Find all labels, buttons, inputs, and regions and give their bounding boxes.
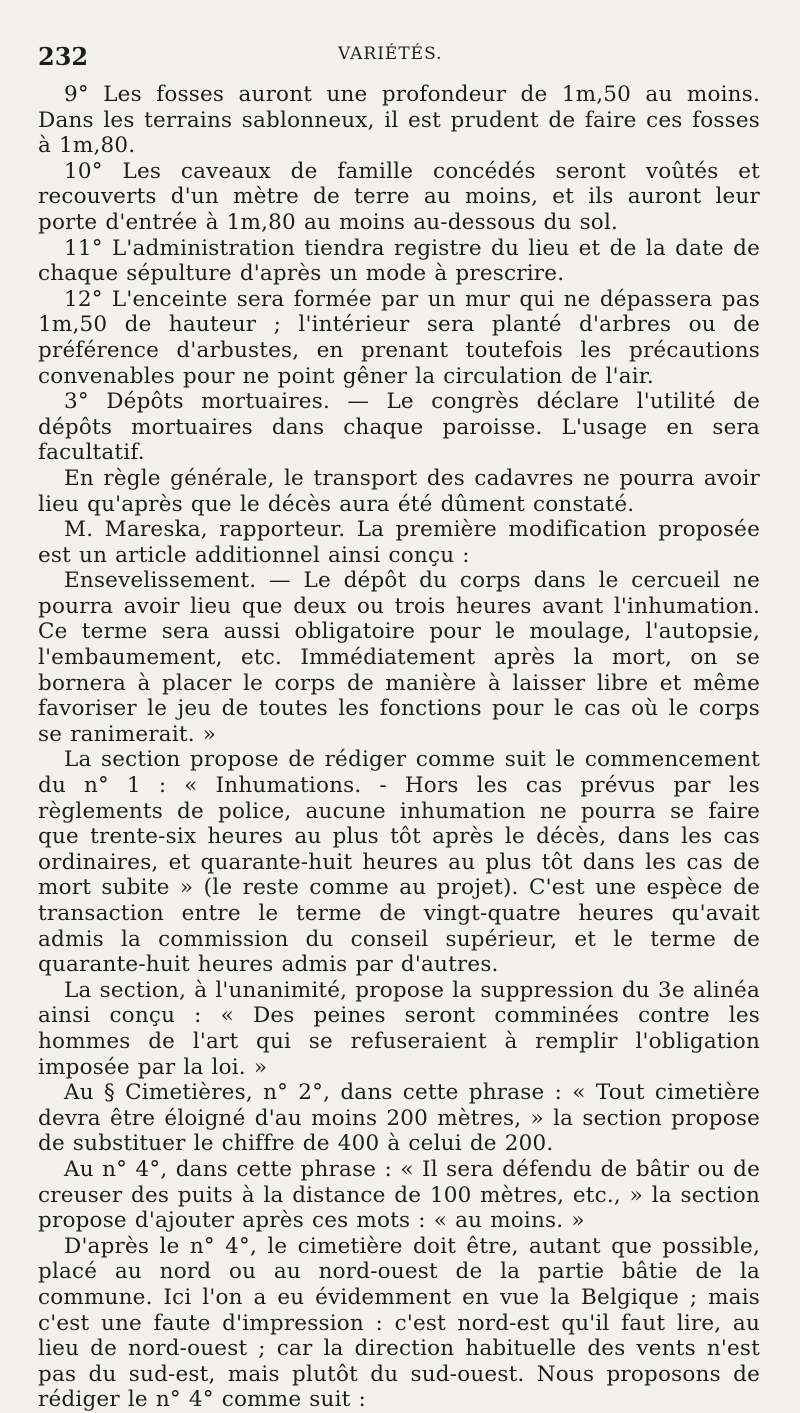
page-number: 232 — [38, 42, 89, 71]
paragraph-mareska: M. Mareska, rapporteur. La première modification proposée est un article additionnel ainsi conçu : — [38, 517, 760, 568]
body-text — [38, 82, 760, 1413]
running-head: VARIÉTÉS. — [338, 44, 443, 64]
paragraph-11: 11° L'administration tiendra registre du lieu et de la date de chaque sépulture d'après un mode à prescrire. — [38, 235, 760, 287]
page-header — [38, 42, 760, 76]
paragraph-section-inhumations: La section propose de rédiger comme suit le commencement du n° 1 : « Inhumations. - Hors les cas prévus par les règlements de police, aucune inhumation ne pourra se faire que trente-six heures au plus tôt après le décès, dans les cas ordinaires, et quarante-huit heures au plus tôt dans les cas de mort subite » (le reste comme au projet). C'est une espèce de transaction entre le terme de vingt-quatre heures qu'avait admis la commission du conseil supérieur, et le terme de quarante-huit heures admis par d'autres. — [38, 747, 760, 978]
paragraph-n4: Au n° 4°, dans cette phrase : « Il sera défendu de bâtir ou de creuser des puits à la distance de 100 mètres, etc., » la section propose d'ajouter après ces mots : « au moins. » — [38, 1156, 760, 1234]
paragraph-nord-est: D'après le n° 4°, le cimetière doit être, autant que possible, placé au nord ou au nord-ouest de la partie bâtie de la commune. Ici l'on a eu évidemment en vue la Belgique ; mais c'est une faute d'impression : c'est nord-est qu'il faut lire, au lieu de nord-ouest ; car la direction habituelle des vents n'est pas du sud-est, mais plutôt du sud-ouest. Nous proposons de rédiger le n° 4° comme suit : — [38, 1233, 760, 1413]
paragraph-ensevelissement: Ensevelissement. — Le dépôt du corps dans le cercueil ne pourra avoir lieu que deux ou trois heures avant l'inhumation. Ce terme sera aussi obligatoire pour le moulage, l'autopsie, l'embaumement, etc. Immédiatement après la mort, on se bornera à placer le corps de manière à laisser libre et même favoriser le jeu de toutes les fonctions pour le cas où le corps se ranimerait. » — [38, 568, 760, 747]
paragraph-9: 9° Les fosses auront une profondeur de 1m,50 au moins. Dans les terrains sablonneux, il est prudent de faire ces fosses à 1m,80. — [38, 82, 760, 159]
paragraph-cimetieres: Au § Cimetières, n° 2°, dans cette phrase : « Tout cimetière devra être éloigné d'au moins 200 mètres, » la section propose de substituer le chiffre de 400 à celui de 200. — [38, 1080, 760, 1157]
paragraph-regle-generale: En règle générale, le transport des cadavres ne pourra avoir lieu qu'après que le décès aura été dûment constaté. — [38, 465, 760, 517]
paragraph-10: 10° Les caveaux de famille concédés seront voûtés et recouverts d'un mètre de terre au moins, et ils auront leur porte d'entrée à 1m,80 au moins au-dessous du sol. — [38, 158, 760, 235]
paragraph-suppression: La section, à l'unanimité, propose la suppression du 3e alinéa ainsi conçu : « Des peines seront comminées contre les hommes de l'art qui se refuseraient à remplir l'obligation imposée par la loi. » — [38, 977, 760, 1080]
paragraph-12: 12° L'enceinte sera formée par un mur qui ne dépassera pas 1m,50 de hauteur ; l'intérieur sera planté d'arbres ou de préférence d'arbustes, en prenant toutefois les précautions convenables pour ne point gêner la circulation de l'air. — [38, 286, 760, 389]
paragraph-depots-mortuaires: 3° Dépôts mortuaires. — Le congrès déclare l'utilité de dépôts mortuaires dans chaque paroisse. L'usage en sera facultatif. — [38, 389, 760, 466]
